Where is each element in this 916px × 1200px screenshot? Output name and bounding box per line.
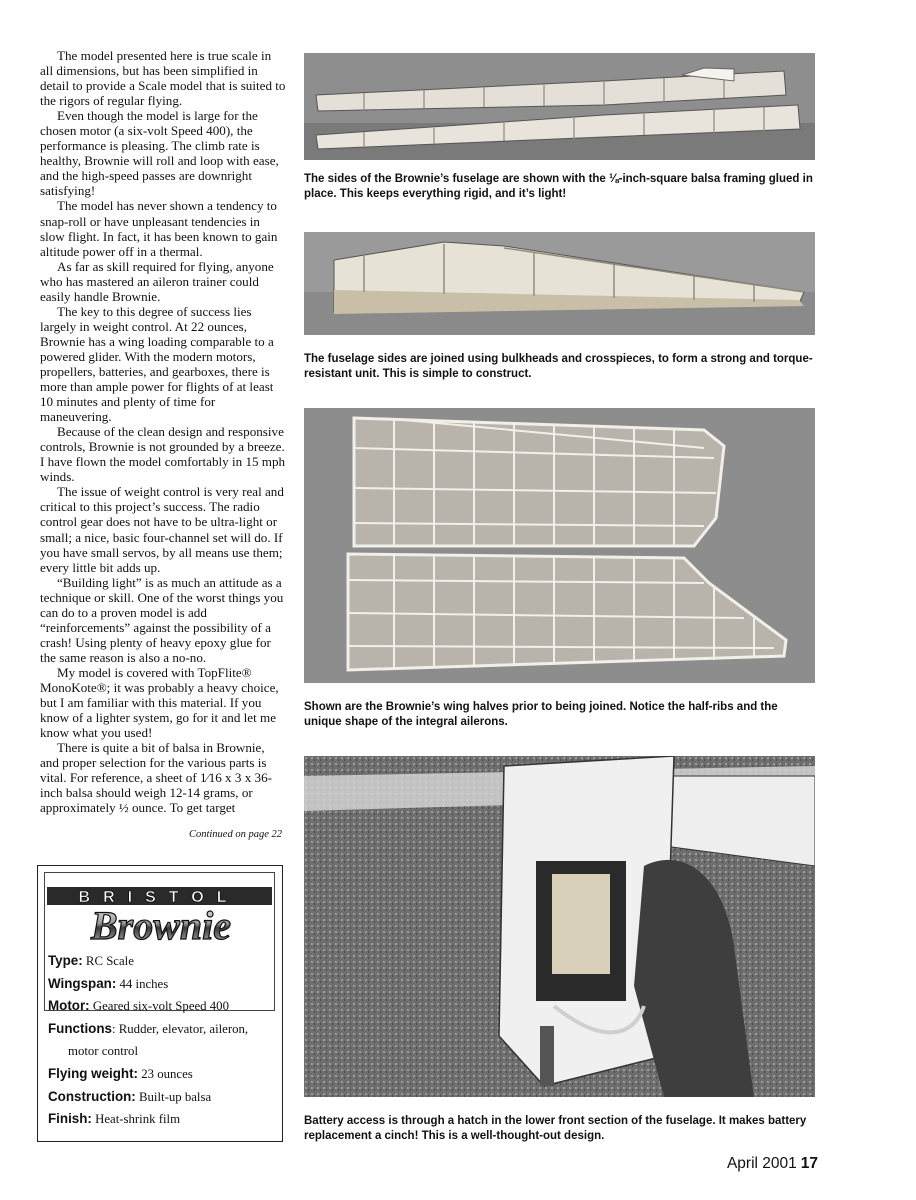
caption-battery-access: Battery access is through a hatch in the lower front section of the fuselage. It makes battery replacement a cinch! This is a well-thought-out design. [304, 1115, 807, 1142]
paragraph: As far as skill required for flying, anyone who has mastered an aileron trainer could easily handle Brownie. [40, 258, 274, 304]
paragraph: The key to this degree of success lies largely in weight control. At 22 ounces, Brownie has a wing loading comparable to a powered glider. With the modern motors, propellers, batteries, and gearboxes, there is more than ample power for flights of at least 10 minutes and plenty of time for maneuvering. [40, 303, 274, 425]
page-number: 17 [800, 1155, 818, 1172]
caption-wing-halves: Shown are the Brownie’s wing halves prior to being joined. Notice the half-ribs and the unique shape of the integral ailerons. [304, 701, 778, 728]
paragraph: The issue of weight control is very real and critical to this project’s success. The radio control gear does not have to be ultra-light or small; a nice, basic four-channel set will do. If you have small servos, by all means use them; every little bit adds up. [40, 484, 284, 575]
article-body [40, 48, 286, 815]
photo-battery-access [304, 756, 815, 1097]
spec-wingspan: Wingspan: 44 inches [48, 975, 169, 991]
spec-functions-cont: motor control [68, 1044, 139, 1059]
caption-fuselage-joined: The fuselage sides are joined using bulkheads and crosspieces, to form a strong and torque-resistant unit. This is simple to construct. [304, 353, 813, 380]
paragraph: There is quite a bit of balsa in Brownie, and proper selection for the various parts is vital. For reference, a sheet of 1⁄16 x 3 x 36-inch balsa should weigh 12-14 grams, or approximately ½ ounce. To get target [40, 740, 272, 816]
spec-list [48, 950, 276, 1131]
spec-construction: Construction: Built-up balsa [48, 1088, 212, 1104]
paragraph: “Building light” is as much an attitude as a technique or skill. One of the worst things you can do to a proven model is add “reinforcements” against the possibility of a crash! Using plenty of heavy epoxy glue for the same reason is also a no-no. [40, 574, 284, 665]
spec-box [37, 865, 283, 1142]
continued-note: Continued on page 22 [188, 829, 282, 840]
logo-brownie-text: Brownie [90, 903, 232, 948]
spec-type: Type: RC Scale [48, 953, 134, 968]
caption-fuselage-sides: The sides of the Brownie’s fuselage are shown with the ⅛-inch-square balsa framing glued in place. This keeps everything rigid, and it’s light! [304, 173, 813, 200]
logo-bristol-text: BRISTOL [78, 889, 240, 906]
photo-fuselage-joined [304, 232, 815, 335]
page-footer [727, 1155, 818, 1173]
paragraph: Because of the clean design and responsive controls, Brownie is not grounded by a breeze. I have flown the model comfortably in 15 mph winds. [40, 424, 286, 485]
spec-motor: Motor: Geared six-volt Speed 400 [48, 998, 229, 1014]
spec-finish: Finish: Heat-shrink film [48, 1111, 181, 1127]
spec-flying-weight: Flying weight: 23 ounces [48, 1065, 193, 1081]
spec-functions: Functions: Rudder, elevator, aileron, [48, 1020, 249, 1036]
photo-fuselage-sides [304, 53, 815, 160]
paragraph: The model has never shown a tendency to snap-roll or have unpleasant tendencies in slow flight. In fact, it has been known to gain altitude power off in a thermal. [40, 198, 278, 259]
photo-wing-halves [304, 408, 815, 683]
paragraph: The model presented here is true scale in all dimensions, but has been simplified in detail to provide a Scale model that is suited to the rigors of regular flying. [40, 48, 286, 109]
paragraph: My model is covered with TopFlite® MonoKote®; it was probably a heavy choice, but I am familiar with this material. If you know of a lighter system, go for it and let me know what you used! [40, 664, 279, 741]
paragraph: Even though the model is large for the chosen motor (a six-volt Speed 400), the performance is pleasing. The climb rate is healthy, Brownie will roll and loop with ease, and the high-speed passes are downright satisfying! [40, 108, 279, 199]
issue-date: April 2001 [726, 1155, 797, 1172]
